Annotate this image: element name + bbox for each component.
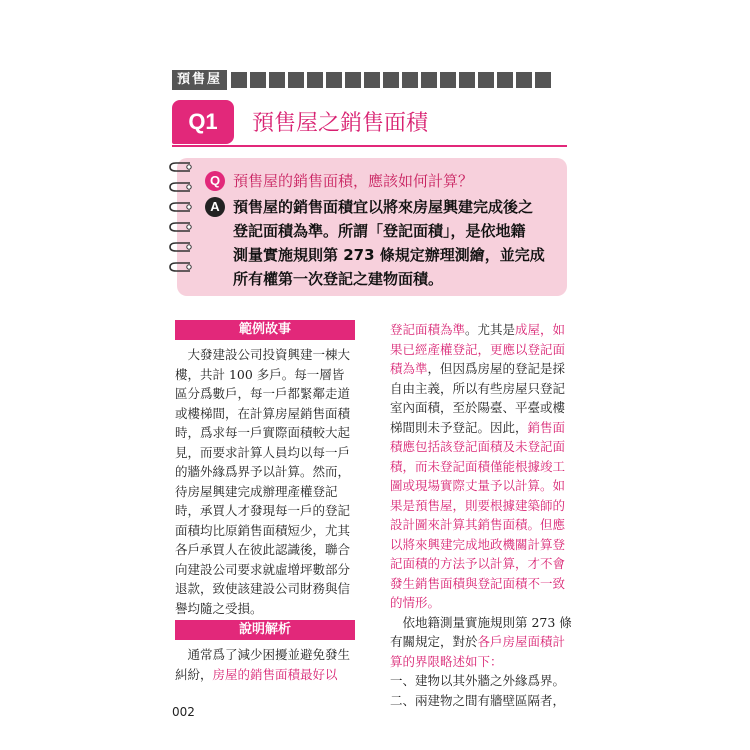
right-col-line — [390, 671, 572, 691]
highlight-text: 果是預售屋，則要根據建築師的 — [390, 497, 566, 513]
header-square — [421, 72, 437, 88]
highlight-text: 積為準 — [390, 361, 428, 376]
body-text: 依地籍測量實施規則第 273 條 — [390, 614, 572, 630]
right-col-line — [390, 593, 572, 613]
header-square — [269, 72, 285, 88]
story-line: 區分爲數戶，每一戶都緊鄰走道 — [175, 386, 351, 401]
right-col-line — [390, 632, 572, 652]
right-col-line — [390, 359, 572, 379]
answer-text — [233, 195, 553, 291]
answer-line: 預售屋的銷售面積宜以將來房屋興建完成後之 — [233, 198, 534, 216]
story-line: 譽均隨之受損。 — [175, 600, 263, 616]
question-marker: Q — [205, 171, 225, 191]
header-square — [440, 72, 456, 88]
header-square — [535, 72, 551, 88]
right-col-line — [390, 476, 572, 496]
story-text — [175, 345, 350, 618]
header-square — [383, 72, 399, 88]
analysis-text — [175, 645, 350, 684]
highlight-text: 記面積的方法予以計算，才不會 — [390, 556, 566, 571]
right-col-line — [390, 437, 572, 457]
header-square — [250, 72, 266, 88]
answer-line: 登記面積為準。所謂「登記面積」，是依地籍 — [233, 222, 526, 240]
highlight-text: 圖或現場實際丈量予以計算。如 — [390, 478, 566, 493]
story-line: 待房屋興建完成辦理產權登記 — [175, 483, 338, 499]
analysis-continued-text — [390, 320, 572, 710]
header-decoration — [231, 72, 554, 88]
header-square — [345, 72, 361, 88]
page-title: 預售屋之銷售面積 — [252, 111, 429, 136]
section-label-analysis: 說明解析 — [175, 620, 355, 640]
body-text: ，但因爲房屋的登記是採 — [427, 361, 566, 376]
right-col-line — [390, 554, 572, 574]
right-col-line — [390, 320, 572, 340]
right-col-line — [390, 515, 572, 535]
highlight-text: 積，而未登記面積僅能根據竣工 — [390, 458, 566, 474]
question-number-badge: Q1 — [172, 100, 234, 144]
analysis-line: 通常爲了減少困擾並避免發生 — [175, 647, 351, 662]
right-col-line — [390, 398, 572, 418]
body-text: 二、兩建物之間有牆壁區隔者， — [390, 692, 566, 708]
header-square — [364, 72, 380, 88]
story-line: 的牆外緣爲界予以計算。然而， — [175, 464, 351, 479]
header-square — [402, 72, 418, 88]
highlight-text: 銷售面 — [527, 419, 566, 435]
highlight-text: 的情形。 — [390, 595, 441, 610]
right-col-line — [390, 418, 572, 438]
header-square — [288, 72, 304, 88]
story-line: 或樓梯間，在計算房屋銷售面積 — [175, 405, 351, 421]
chapter-label: 預售屋 — [172, 70, 227, 90]
story-line: 各戶承買人在彼此認識後，聯合 — [175, 542, 351, 557]
highlight-text: 成屋，如 — [515, 322, 566, 337]
binder-ring-icon — [168, 202, 192, 212]
answer-row — [205, 195, 553, 291]
body-text: 有關規定，對於 — [390, 634, 478, 649]
answer-marker: A — [205, 197, 225, 217]
highlight-text: 各戶房屋面積計 — [477, 634, 566, 649]
story-line: 向建設公司要求就虛增坪數部分 — [175, 561, 351, 577]
page-number: 002 — [172, 705, 195, 719]
right-col-line — [390, 613, 572, 633]
analysis-text-highlight: 房屋的銷售面積最好以 — [212, 666, 338, 682]
right-col-line — [390, 574, 572, 594]
question-text: 預售屋的銷售面積，應該如何計算？ — [233, 172, 474, 190]
highlight-text: 積應包括該登記面積及未登記面 — [390, 439, 566, 454]
story-line: 樓，共計 100 多戶。每一層皆 — [175, 366, 345, 382]
right-col-line — [390, 652, 572, 672]
body-text: 一、建物以其外牆之外緣爲界。 — [390, 673, 566, 688]
body-text: 。尤其是 — [465, 322, 516, 337]
highlight-text: 登記面積為準 — [390, 322, 466, 337]
binder-ring-icon — [168, 262, 192, 272]
right-col-line — [390, 535, 572, 555]
highlight-text: 果已經產權登記，更應以登記面 — [390, 341, 566, 357]
header-square — [497, 72, 513, 88]
right-col-line — [390, 379, 572, 399]
highlight-text: 以將來興建完成地政機關計算登 — [390, 536, 566, 552]
highlight-text: 算的界限略述如下： — [390, 653, 503, 669]
analysis-line — [175, 665, 350, 685]
binder-ring-icon — [168, 182, 192, 192]
binder-ring-icon — [168, 162, 192, 172]
chapter-header — [172, 70, 554, 90]
section-label-story: 範例故事 — [175, 320, 355, 340]
binder-ring-icon — [168, 222, 192, 232]
highlight-text: 發生銷售面積與登記面積不一致 — [390, 575, 566, 591]
analysis-text-plain: 糾紛， — [175, 666, 213, 682]
story-line: 見，而要求計算人員均以每一戶 — [175, 444, 351, 460]
story-line: 大發建設公司投資興建一棟大 — [175, 347, 351, 362]
body-text: 自由主義，所以有些房屋只登記 — [390, 380, 566, 396]
story-line: 退款，致使該建設公司財務與信 — [175, 581, 351, 596]
answer-line: 測量實施規則第 273 條規定辦理測繪，並完成 — [233, 246, 545, 264]
header-square — [459, 72, 475, 88]
answer-line: 所有權第一次登記之建物面積。 — [233, 270, 444, 288]
header-square — [478, 72, 494, 88]
right-col-line — [390, 691, 572, 711]
story-line: 面積均比原銷售面積短少，尤其 — [175, 522, 351, 538]
body-text: 室內面積，至於陽臺、平臺或樓 — [390, 400, 566, 415]
right-col-line — [390, 496, 572, 516]
question-row — [205, 170, 473, 191]
body-text: 梯間則未予登記。因此， — [390, 419, 528, 435]
binder-ring-icon — [168, 242, 192, 252]
header-square — [516, 72, 532, 88]
highlight-text: 設計圖來計算其銷售面積。但應 — [390, 517, 566, 532]
header-square — [326, 72, 342, 88]
story-line: 時，爲求每一戶實際面積較大起 — [175, 425, 351, 440]
header-square — [231, 72, 247, 88]
right-col-line — [390, 340, 572, 360]
story-line: 時，承買人才發現每一戶的登記 — [175, 503, 351, 518]
header-square — [307, 72, 323, 88]
right-col-line — [390, 457, 572, 477]
title-underline — [172, 145, 567, 147]
